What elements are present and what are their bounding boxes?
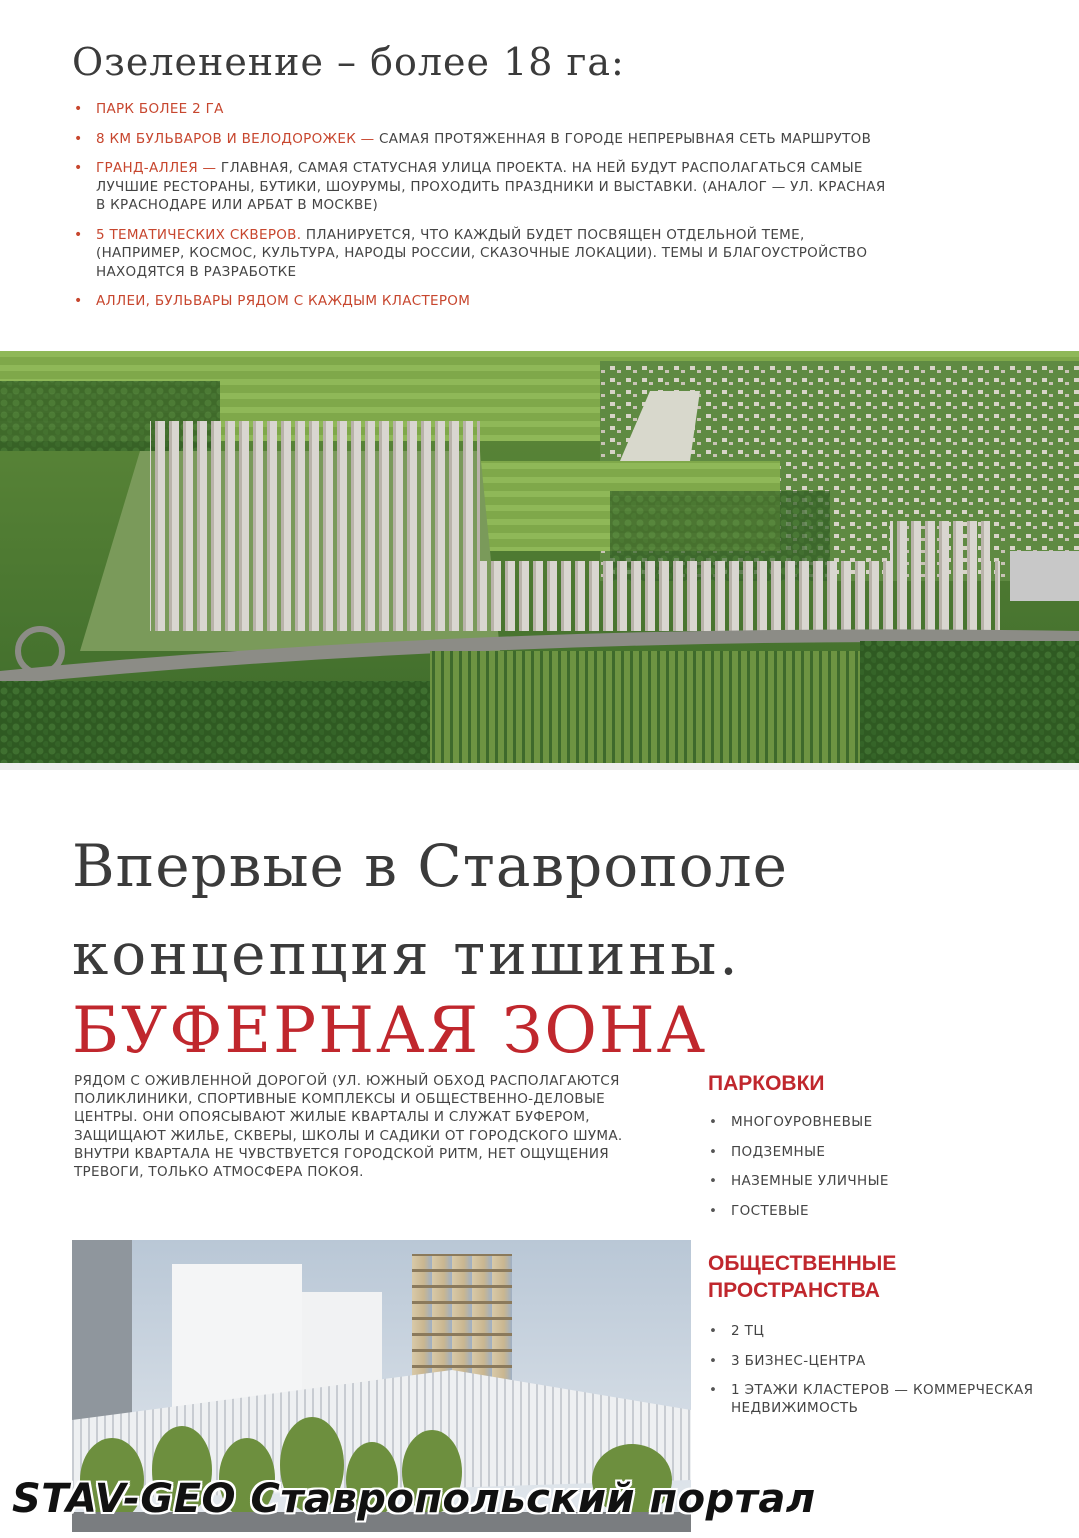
concept-title-line2: концепция тишины. <box>72 920 741 988</box>
public-spaces-heading: ОБЩЕСТВЕННЫЕ ПРОСТРАНСТВА <box>708 1252 897 1302</box>
parking-heading: ПАРКОВКИ <box>708 1072 825 1095</box>
watermark-text: STAV-GEO Ставропольский портал <box>12 1476 816 1522</box>
greening-title: Озеленение – более 18 га: <box>72 40 625 84</box>
aerial-render-image <box>0 351 1079 763</box>
concept-body: РЯДОМ С ОЖИВЛЕННОЙ ДОРОГОЙ (УЛ. ЮЖНЫЙ ОБХОД РАСПОЛАГАЮТСЯ ПОЛИКЛИНИКИ, СПОРТИВНЫЕ КОМПЛЕКСЫ И ОБЩЕСТВЕННО-ДЕЛОВЫЕ ЦЕНТРЫ. ОНИ ОПОЯСЫВАЮТ ЖИЛЫЕ КВАРТАЛЫ И СЛУЖАТ БУФЕРОМ, ЗАЩИЩАЮТ ЖИЛЬЕ, СКВЕРЫ, ШКОЛЫ И САДИКИ ОТ ГОРОДСКОГО ШУМА. ВНУТРИ КВАРТАЛА НЕ ЧУВСТВУЕТСЯ ГОРОДСКОЙ РИТМ, НЕТ ОЩУЩЕНИЯ ТРЕВОГИ, ТОЛЬКО АТМОСФЕРА ПОКОЯ. <box>74 1073 623 1181</box>
concept-title-line1: Впервые в Ставрополе <box>72 832 788 900</box>
greening-list <box>74 100 894 322</box>
list-item: • 3 БИЗНЕС-ЦЕНТРА <box>709 1352 1049 1370</box>
list-item: • 5 ТЕМАТИЧЕСКИХ СКВЕРОВ. ПЛАНИРУЕТСЯ, ЧТО КАЖДЫЙ БУДЕТ ПОСВЯЩЕН ОТДЕЛЬНОЙ ТЕМЕ, (НАПРИМЕР, КОСМОС, КУЛЬТУРА, НАРОДЫ РОССИИ, СКАЗОЧНЫЕ ЛОКАЦИИ). ТЕМЫ И БЛАГОУСТРОЙСТВО НАХОДЯТСЯ В РАЗРАБОТКЕ <box>74 226 894 282</box>
list-item: • МНОГОУРОВНЕВЫЕ <box>709 1113 1039 1131</box>
concept-title-accent: БУФЕРНАЯ ЗОНА <box>72 994 708 1068</box>
parking-list <box>709 1113 1039 1231</box>
list-item: • ПОДЗЕМНЫЕ <box>709 1143 1039 1161</box>
list-item: • ГОСТЕВЫЕ <box>709 1202 1039 1220</box>
section-divider <box>0 763 1079 770</box>
list-item: • НАЗЕМНЫЕ УЛИЧНЫЕ <box>709 1172 1039 1190</box>
list-item: • 8 КМ БУЛЬВАРОВ И ВЕЛОДОРОЖЕК — САМАЯ ПРОТЯЖЕННАЯ В ГОРОДЕ НЕПРЕРЫВНАЯ СЕТЬ МАРШРУТОВ <box>74 130 894 149</box>
list-item: • АЛЛЕИ, БУЛЬВАРЫ РЯДОМ С КАЖДЫМ КЛАСТЕРОМ <box>74 292 894 311</box>
list-item: • 1 ЭТАЖИ КЛАСТЕРОВ — КОММЕРЧЕСКАЯ НЕДВИЖИМОСТЬ <box>709 1381 1049 1417</box>
list-item: • ГРАНД-АЛЛЕЯ — ГЛАВНАЯ, САМАЯ СТАТУСНАЯ УЛИЦА ПРОЕКТА. НА НЕЙ БУДУТ РАСПОЛАГАТЬСЯ САМЫЕ ЛУЧШИЕ РЕСТОРАНЫ, БУТИКИ, ШОУРУМЫ, ПРОХОДИТЬ ПРАЗДНИКИ И ВЫСТАВКИ. (АНАЛОГ — УЛ. КРАСНАЯ В КРАСНОДАРЕ ИЛИ АРБАТ В МОСКВЕ) <box>74 159 894 215</box>
list-item: • 2 ТЦ <box>709 1322 1049 1340</box>
public-spaces-list <box>709 1322 1049 1429</box>
list-item: • ПАРК БОЛЕЕ 2 ГА <box>74 100 894 119</box>
